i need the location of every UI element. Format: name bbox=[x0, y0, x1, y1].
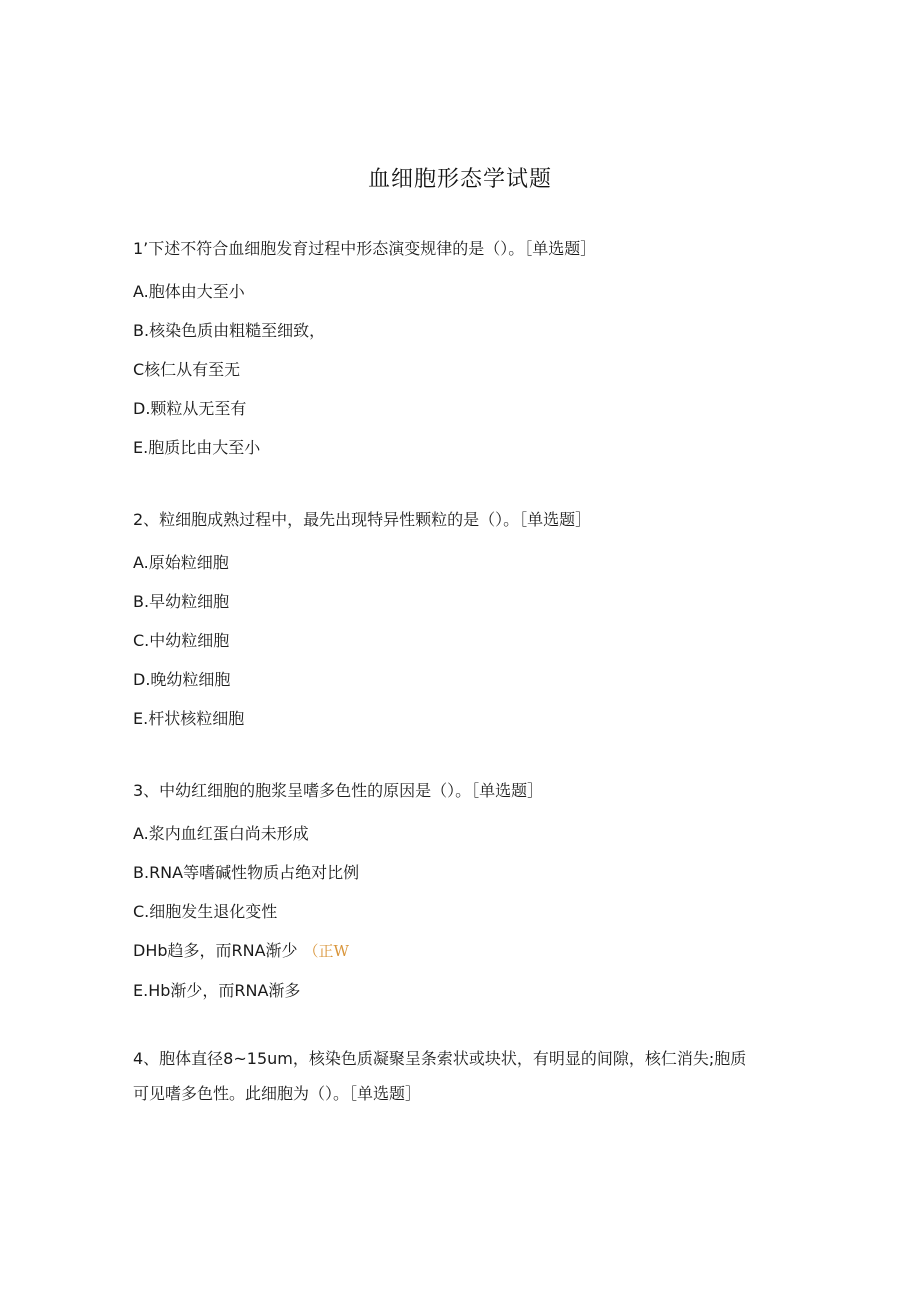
question-3-option-b: B.RNA等嗜碱性物质占绝对比例 bbox=[133, 863, 360, 882]
question-2-stem: 2、粒细胞成熟过程中，最先出现特异性颗粒的是（）。［单选题］ bbox=[133, 510, 592, 529]
question-3-stem: 3、中幼红细胞的胞浆呈嗜多色性的原因是（）。［单选题］ bbox=[133, 781, 544, 800]
question-2-option-b: B.早幼粒细胞 bbox=[133, 592, 230, 611]
question-3-option-a: A.浆内血红蛋白尚未形成 bbox=[133, 824, 309, 843]
question-1-option-c: C核仁从有至无 bbox=[133, 360, 241, 379]
question-2 bbox=[133, 502, 783, 738]
question-3 bbox=[133, 773, 783, 1010]
question-2-option-c: C.中幼粒细胞 bbox=[133, 631, 230, 650]
question-2-option-e: E.杆状核粒细胞 bbox=[133, 709, 245, 728]
question-1-options bbox=[133, 272, 783, 467]
question-3-option-d bbox=[133, 931, 783, 971]
question-4-stem-line-1: 4、胞体直径8~15um，核染色质凝聚呈条索状或块状，有明显的间隙，核仁消失;胞质 bbox=[133, 1049, 747, 1068]
question-1-option-a: A.胞体由大至小 bbox=[133, 282, 245, 301]
question-3-option-e: E.Hb渐少，而RNA渐多 bbox=[133, 981, 301, 1000]
question-3-option-c: C.细胞发生退化变性 bbox=[133, 902, 278, 921]
question-1-stem: 1’下述不符合血细胞发育过程中形态演变规律的是（）。［单选题］ bbox=[133, 239, 597, 258]
question-2-option-d: D.晚幼粒细胞 bbox=[133, 670, 231, 689]
question-2-option-a: A.原始粒细胞 bbox=[133, 553, 229, 572]
question-2-options bbox=[133, 543, 783, 738]
question-1-option-d: D.颗粒从无至有 bbox=[133, 399, 247, 418]
question-4-stem-line-2: 可见嗜多色性。此细胞为（）。［单选题］ bbox=[133, 1084, 422, 1103]
question-3-option-d-text: DHb趋多，而RNA渐少 bbox=[133, 941, 298, 960]
question-1 bbox=[133, 231, 783, 467]
page-title: 血细胞形态学试题 bbox=[367, 167, 552, 192]
question-3-options bbox=[133, 814, 783, 1010]
question-4 bbox=[133, 1041, 783, 1111]
question-1-option-e: E.胞质比由大至小 bbox=[133, 438, 261, 457]
answer-mark: （正W bbox=[303, 942, 349, 960]
question-1-option-b: B.核染色质由粗糙至细致， bbox=[133, 321, 326, 340]
